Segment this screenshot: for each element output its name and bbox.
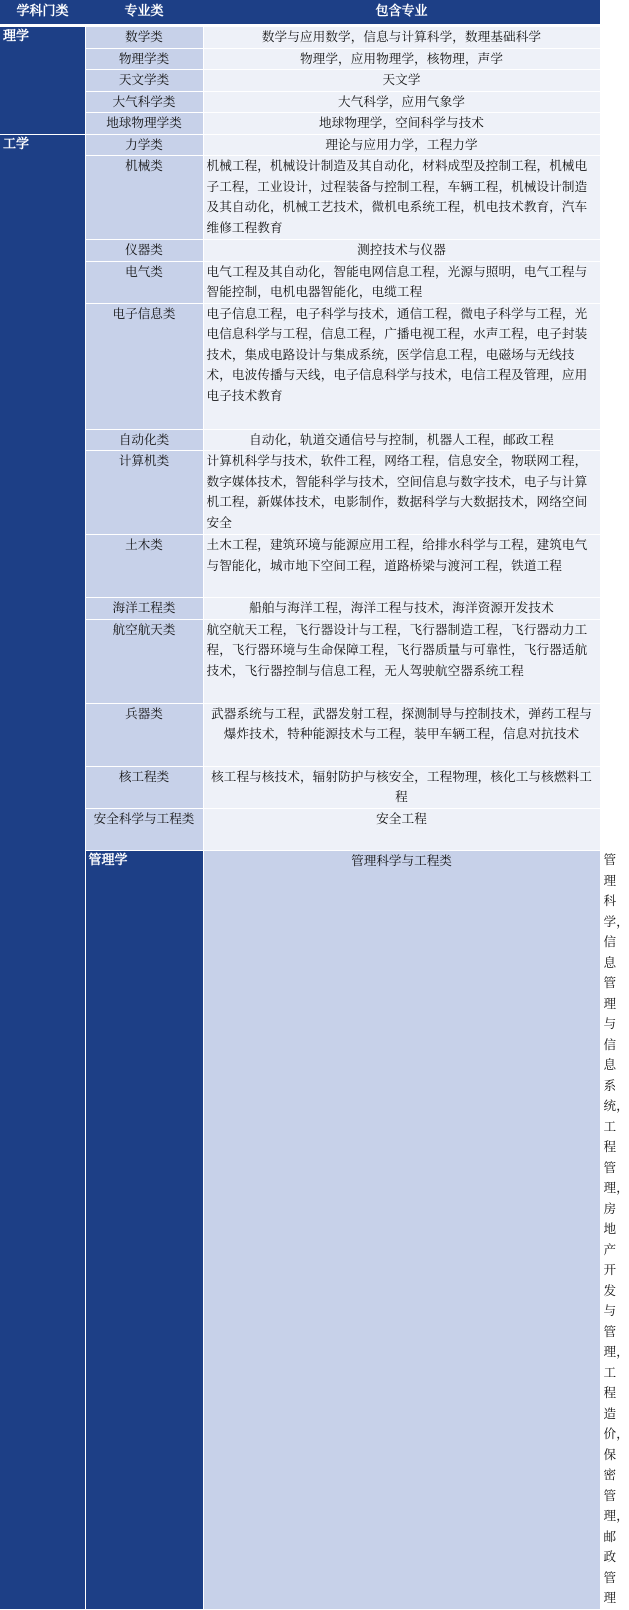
table-row: 管理学 管理科学与工程类 管理科学，信息管理与信息系统，工程管理，房地产开发与管理，工程造价，保密管理，邮政管理 (0, 850, 600, 1609)
table-row (0, 70, 600, 92)
table-row (0, 619, 600, 703)
majors-cell: 物理学，应用物理学，核物理，声学 (203, 48, 600, 70)
table-row (0, 766, 600, 808)
table-row (0, 48, 600, 70)
majors-cell: 电子信息工程，电子科学与技术，通信工程，微电子科学与工程，光电信息科学与工程，信息工程，广播电视工程，水声工程，电子封装技术，集成电路设计与集成系统，医学信息工程，电磁场与无线技术，电波传播与天线，电子信息科学与技术，电信工程及管理，应用电子技术教育 (203, 303, 600, 429)
subject-cell: 仪器类 (85, 240, 203, 262)
majors-cell: 理论与应用力学，工程力学 (203, 134, 600, 156)
table-row (0, 240, 600, 262)
subject-cell: 天文学类 (85, 70, 203, 92)
subject-cell: 管理科学与工程类 (203, 850, 600, 1609)
subject-cell: 安全科学与工程类 (85, 808, 203, 850)
majors-cell: 地球物理学，空间科学与技术 (203, 113, 600, 135)
majors-cell: 数学与应用数学，信息与计算科学，数理基础科学 (203, 26, 600, 49)
subject-cell: 电子信息类 (85, 303, 203, 429)
subject-cell: 地球物理学类 (85, 113, 203, 135)
majors-cell: 计算机科学与技术，软件工程，网络工程，信息安全，物联网工程，数字媒体技术，智能科学与技术，空间信息与数字技术，电子与计算机工程，新媒体技术，电影制作，数据科学与大数据技术，网络空间安全 (203, 451, 600, 535)
table-row (0, 113, 600, 135)
subject-cell: 土木类 (85, 535, 203, 598)
table-row (0, 91, 600, 113)
subject-cell: 力学类 (85, 134, 203, 156)
majors-cell: 航空航天工程，飞行器设计与工程，飞行器制造工程，飞行器动力工程，飞行器环境与生命保障工程，飞行器质量与可靠性，飞行器适航技术，飞行器控制与信息工程，无人驾驶航空器系统工程 (203, 619, 600, 703)
category-cell: 理学 (0, 26, 85, 135)
subject-cell: 海洋工程类 (85, 598, 203, 620)
majors-cell: 船舶与海洋工程，海洋工程与技术，海洋资源开发技术 (203, 598, 600, 620)
header-category: 学科门类 (0, 0, 85, 26)
header-majors: 包含专业 (203, 0, 600, 26)
majors-cell: 测控技术与仪器 (203, 240, 600, 262)
subject-cell: 物理学类 (85, 48, 203, 70)
majors-cell: 自动化，轨道交通信号与控制，机器人工程，邮政工程 (203, 429, 600, 451)
table-row (0, 134, 600, 156)
table-row (0, 156, 600, 240)
table-row (0, 703, 600, 766)
header-subject: 专业类 (85, 0, 203, 26)
table-row (0, 535, 600, 598)
table-row (0, 26, 600, 49)
subject-cell: 航空航天类 (85, 619, 203, 703)
table-header-row (0, 0, 600, 26)
table-row (0, 808, 600, 850)
table-row (0, 303, 600, 429)
subject-cell: 电气类 (85, 261, 203, 303)
subject-cell: 计算机类 (85, 451, 203, 535)
majors-cell: 机械工程，机械设计制造及其自动化，材料成型及控制工程，机械电子工程，工业设计，过程装备与控制工程，车辆工程，机械设计制造及其自动化，机械工艺技术，微机电系统工程，机电技术教育，汽车维修工程教育 (203, 156, 600, 240)
majors-cell: 大气科学，应用气象学 (203, 91, 600, 113)
subject-cell: 自动化类 (85, 429, 203, 451)
category-cell: 工学 (0, 134, 85, 1609)
majors-cell: 安全工程 (203, 808, 600, 850)
majors-cell: 武器系统与工程，武器发射工程，探测制导与控制技术，弹药工程与爆炸技术，特种能源技术与工程，装甲车辆工程，信息对抗技术 (203, 703, 600, 766)
table-row (0, 261, 600, 303)
table-row (0, 429, 600, 451)
subject-cell: 兵器类 (85, 703, 203, 766)
majors-cell: 天文学 (203, 70, 600, 92)
table-row (0, 598, 600, 620)
majors-cell: 电气工程及其自动化，智能电网信息工程，光源与照明，电气工程与智能控制，电机电器智能化，电缆工程 (203, 261, 600, 303)
majors-cell: 核工程与核技术，辐射防护与核安全，工程物理，核化工与核燃料工程 (203, 766, 600, 808)
subject-cell: 核工程类 (85, 766, 203, 808)
subject-cell: 数学类 (85, 26, 203, 49)
majors-cell: 土木工程，建筑环境与能源应用工程，给排水科学与工程，建筑电气与智能化，城市地下空间工程，道路桥梁与渡河工程，铁道工程 (203, 535, 600, 598)
category-cell: 管理学 (85, 850, 203, 1609)
subject-cell: 大气科学类 (85, 91, 203, 113)
subject-cell: 机械类 (85, 156, 203, 240)
table-row (0, 451, 600, 535)
